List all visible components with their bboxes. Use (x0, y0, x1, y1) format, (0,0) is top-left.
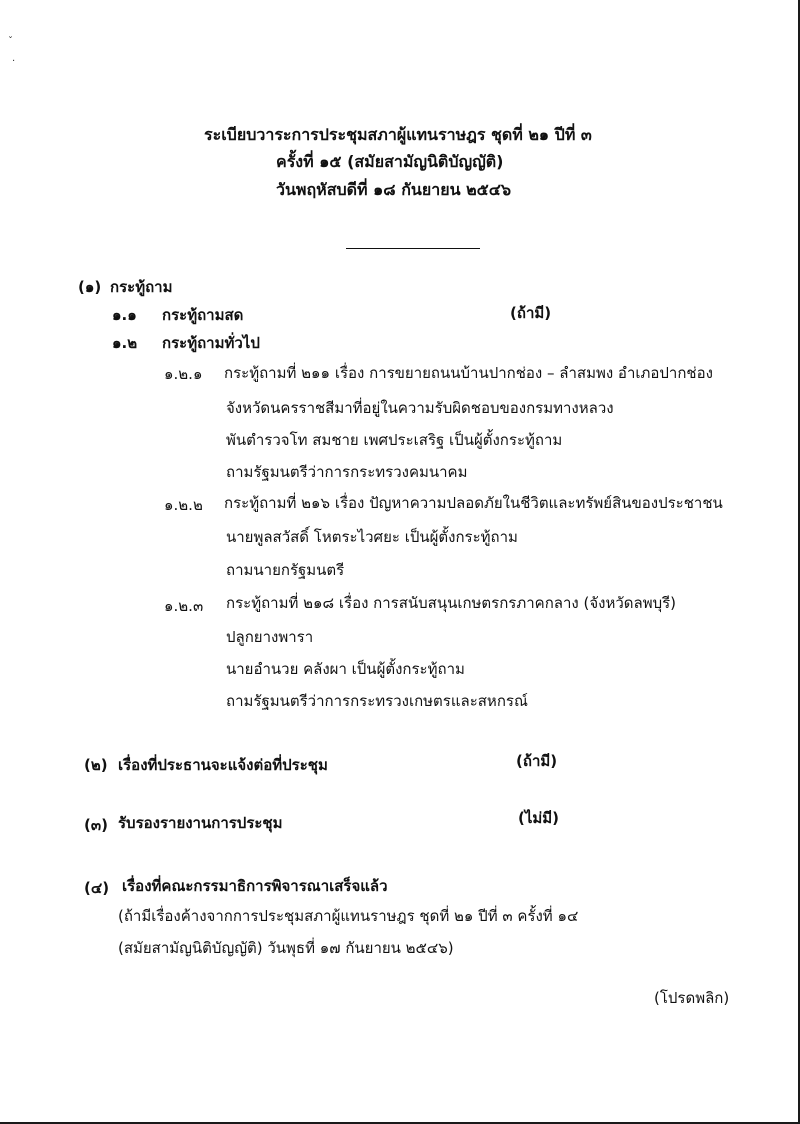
item-1-2-2-number: ๑.๒.๒ (164, 496, 203, 514)
section-2-note: (ถ้ามี) (516, 752, 558, 770)
item-1-2-2-line: กระทู้ถามที่ ๒๑๖ เรื่อง ปัญหาความปลอดภัยในชีวิตและทรัพย์สินของประชาชน (224, 494, 723, 512)
item-1-2-3-line: นายอำนวย คลังผา เป็นผู้ตั้งกระทู้ถาม (226, 660, 465, 678)
item-1-2-1-line: จังหวัดนครราชสีมาที่อยู่ในความรับผิดชอบของกรมทางหลวง (226, 399, 614, 417)
item-1-2-3-line: กระทู้ถามที่ ๒๑๘ เรื่อง การสนับสนุนเกษตรกรภาคกลาง (จังหวัดลพบุรี) (226, 594, 677, 612)
header-line-1: ระเบียบวาระการประชุมสภาผู้แทนราษฎร ชุดที่ ๒๑ ปีที่ ๓ (204, 125, 592, 144)
section-3-number: (๓) (84, 816, 108, 834)
item-1-2-1-number: ๑.๒.๑ (164, 365, 203, 383)
header-divider (346, 248, 480, 249)
item-1-2-3-line: ปลูกยางพารา (226, 628, 314, 646)
section-1-number: (๑) (78, 278, 102, 296)
subsection-1-1-note: (ถ้ามี) (510, 304, 552, 322)
section-3-title: รับรองรายงานการประชุม (118, 814, 283, 832)
scan-speck: ˇ (8, 36, 13, 47)
item-1-2-3-line: ถามรัฐมนตรีว่าการกระทรวงเกษตรและสหกรณ์ (226, 692, 528, 710)
subsection-1-1-title: กระทู้ถามสด (162, 306, 244, 324)
item-1-2-1-line: พันตำรวจโท สมชาย เพศประเสริฐ เป็นผู้ตั้งกระทู้ถาม (226, 431, 563, 449)
item-1-2-2-line: นายพูลสวัสดิ์ โหตระไวศยะ เป็นผู้ตั้งกระทู้ถาม (226, 528, 518, 546)
subsection-1-1-number: ๑.๑ (112, 306, 137, 324)
item-1-2-2-line: ถามนายกรัฐมนตรี (226, 561, 345, 579)
scan-speck: · (12, 56, 16, 67)
section-4-line: (ถ้ามีเรื่องค้างจากการประชุมสภาผู้แทนราษฎร ชุดที่ ๒๑ ปีที่ ๓ ครั้งที่ ๑๔ (118, 907, 579, 925)
section-2-title: เรื่องที่ประธานจะแจ้งต่อที่ประชุม (118, 756, 328, 774)
section-4-number: (๔) (84, 879, 110, 897)
subsection-1-2-title: กระทู้ถามทั่วไป (162, 334, 260, 352)
item-1-2-1-line: กระทู้ถามที่ ๒๑๑ เรื่อง การขยายถนนบ้านปากช่อง – ลำสมพง อำเภอปากช่อง (224, 364, 713, 382)
section-4-line: (สมัยสามัญนิติบัญญัติ) วันพุธที่ ๑๗ กันยายน ๒๕๔๖) (118, 939, 454, 957)
section-4-title: เรื่องที่คณะกรรมาธิการพิจารณาเสร็จแล้ว (122, 877, 388, 895)
header-line-3: วันพฤหัสบดีที่ ๑๘ กันยายน ๒๕๔๖ (276, 180, 511, 199)
section-1-title: กระทู้ถาม (110, 278, 173, 296)
item-1-2-1-line: ถามรัฐมนตรีว่าการกระทรวงคมนาคม (226, 463, 468, 481)
item-1-2-3-number: ๑.๒.๓ (164, 597, 204, 615)
section-3-note: (ไม่มี) (518, 809, 560, 827)
header-line-2: ครั้งที่ ๑๕ (สมัยสามัญนิติบัญญัติ) (276, 152, 504, 171)
please-turn-note: (โปรดพลิก) (654, 989, 730, 1007)
subsection-1-2-number: ๑.๒ (112, 334, 138, 352)
section-2-number: (๒) (84, 756, 108, 774)
